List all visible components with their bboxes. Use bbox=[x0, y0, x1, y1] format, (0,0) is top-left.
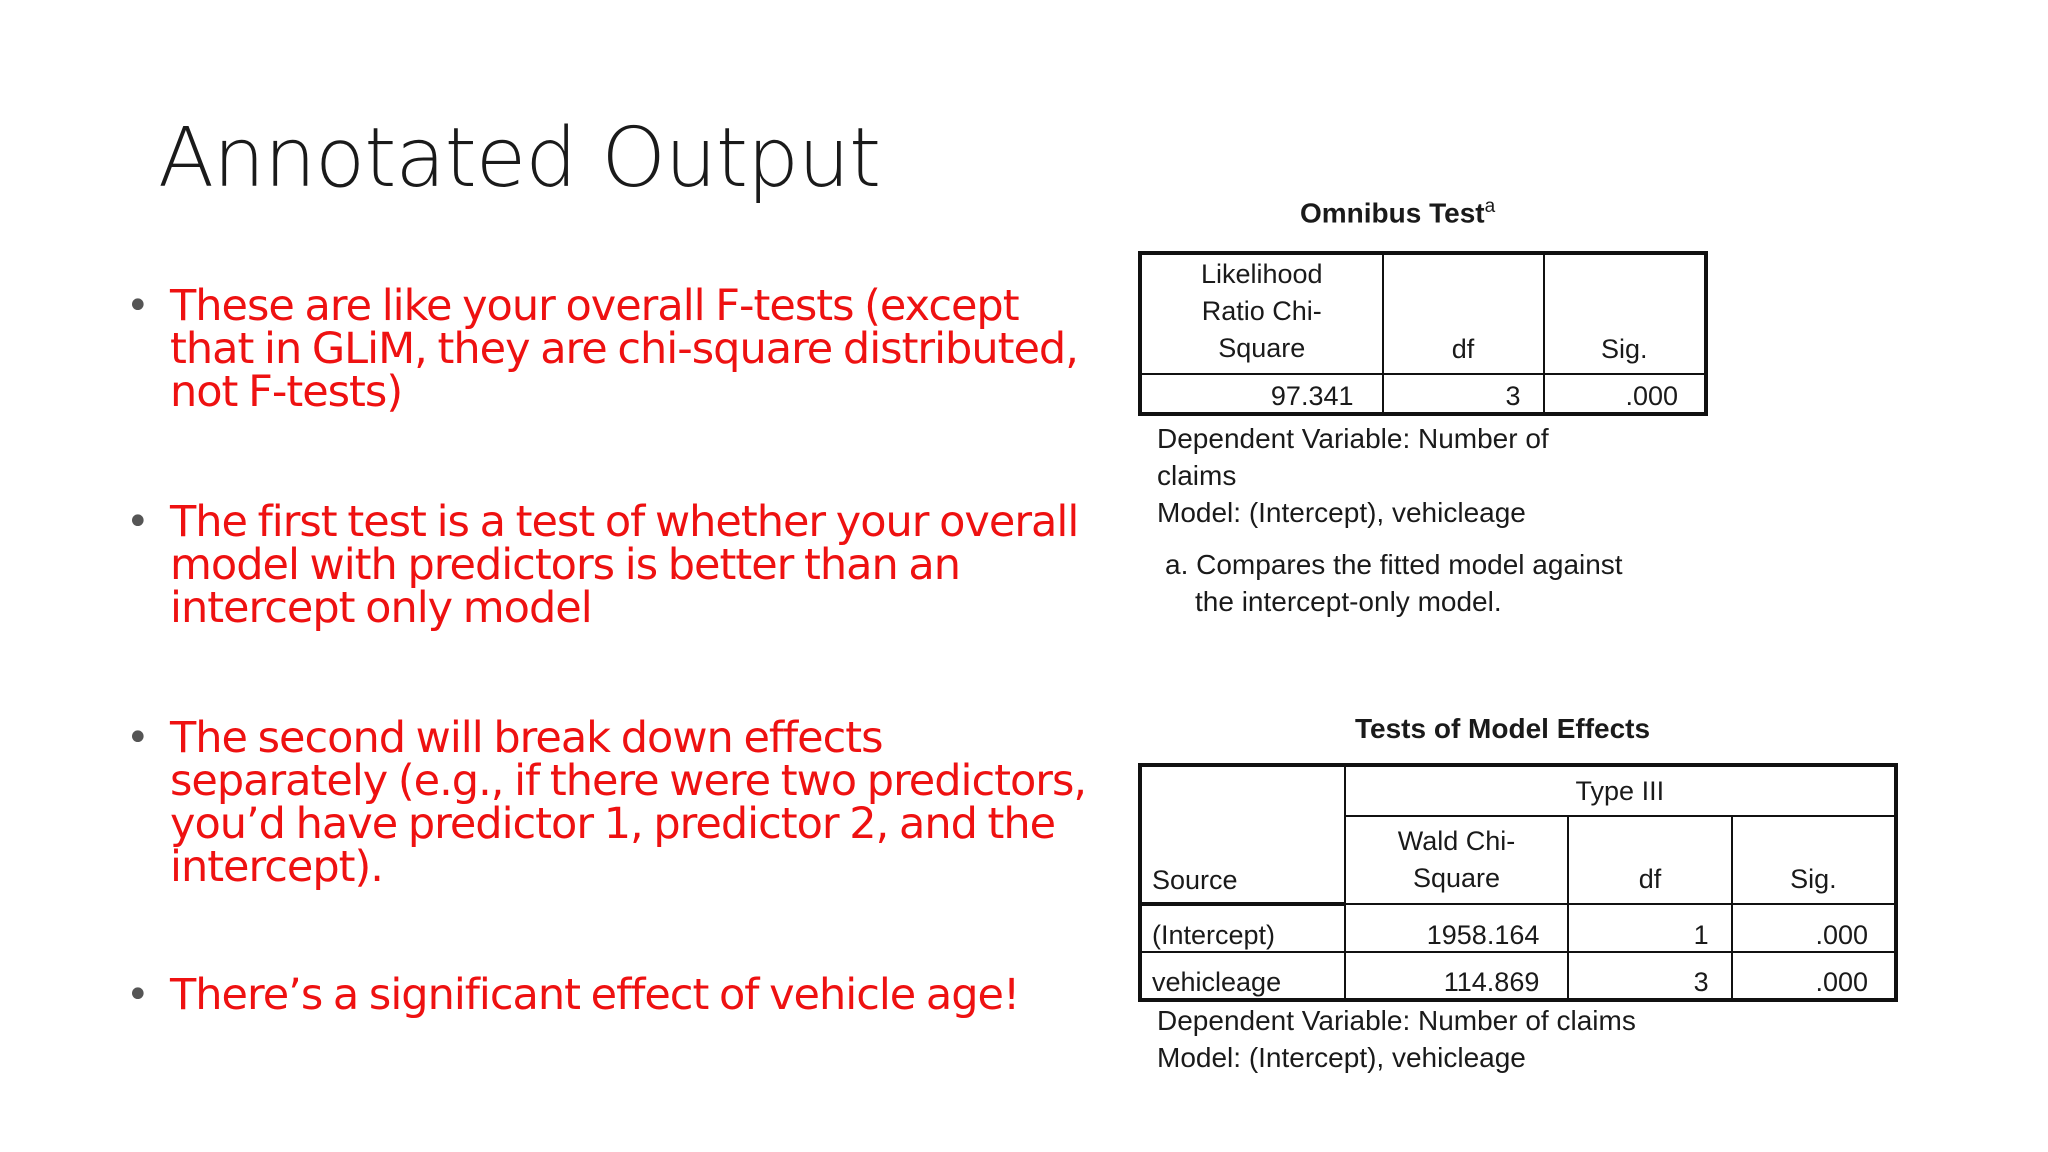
omnibus-title bbox=[1300, 196, 1495, 229]
effects-cell-source: (Intercept) bbox=[1140, 904, 1345, 952]
bullet-icon: • bbox=[126, 283, 149, 329]
slide-title: Annotated Output bbox=[158, 111, 881, 206]
bullet-text: The second will break down effects separately (e.g., if there were two predictors, you’d have predictor 1, predictor 2, and the intercept). bbox=[170, 713, 1087, 892]
bullet-icon: • bbox=[126, 499, 149, 545]
omnibus-table bbox=[1138, 251, 1708, 416]
effects-title: Tests of Model Effects bbox=[1355, 713, 1651, 744]
effects-header-source: Source bbox=[1140, 765, 1345, 904]
bullet-icon: • bbox=[126, 972, 149, 1018]
effects-group-header-row bbox=[1140, 765, 1896, 816]
omnibus-cell-chisq: 97.341 bbox=[1140, 374, 1383, 414]
bullet-icon: • bbox=[126, 715, 149, 761]
effects-cell-source: vehicleage bbox=[1140, 952, 1345, 1000]
omnibus-cell-sig: .000 bbox=[1544, 374, 1706, 414]
effects-header-sig: Sig. bbox=[1732, 816, 1896, 904]
table-row bbox=[1140, 904, 1896, 952]
effects-header-type3: Type III bbox=[1345, 765, 1896, 816]
bullet-item bbox=[126, 713, 1106, 892]
table-row bbox=[1140, 952, 1896, 1000]
effects-header-wald: Wald Chi-Square bbox=[1345, 816, 1569, 904]
effects-notes: Dependent Variable: Number of claims Model: (Intercept), vehicleage bbox=[1157, 1005, 1636, 1073]
effects-cell-df: 3 bbox=[1568, 952, 1731, 1000]
omnibus-header-lr: Likelihood Ratio Chi-Square bbox=[1140, 253, 1383, 374]
effects-cell-sig: .000 bbox=[1732, 952, 1896, 1000]
omnibus-data-row bbox=[1140, 374, 1706, 414]
effects-table bbox=[1138, 763, 1898, 1002]
bullet-item bbox=[126, 497, 1106, 633]
omnibus-title-text: Omnibus Test bbox=[1300, 197, 1485, 229]
effects-cell-df: 1 bbox=[1568, 904, 1731, 952]
effects-cell-wald: 1958.164 bbox=[1345, 904, 1569, 952]
effects-header-df: df bbox=[1568, 816, 1731, 904]
effects-cell-sig: .000 bbox=[1732, 904, 1896, 952]
effects-cell-wald: 114.869 bbox=[1345, 952, 1569, 1000]
omnibus-footnote: a. Compares the fitted model against the intercept-only model. bbox=[1165, 549, 1623, 617]
omnibus-title-superscript: a bbox=[1484, 196, 1496, 217]
bullet-text: There’s a significant effect of vehicle age! bbox=[170, 970, 1020, 1020]
bullet-item bbox=[126, 970, 1106, 1020]
omnibus-header-row bbox=[1140, 253, 1706, 374]
bullet-text: These are like your overall F-tests (except that in GLiM, they are chi-square distributed, not F-tests) bbox=[170, 281, 1078, 417]
omnibus-header-df: df bbox=[1383, 253, 1544, 374]
bullet-item bbox=[126, 281, 1106, 417]
omnibus-cell-df: 3 bbox=[1383, 374, 1544, 414]
bullet-list bbox=[126, 281, 1106, 1104]
omnibus-header-sig: Sig. bbox=[1544, 253, 1706, 374]
omnibus-note-dependent: Dependent Variable: Number of claims Model: (Intercept), vehicleage bbox=[1157, 423, 1549, 528]
bullet-text: The first test is a test of whether your overall model with predictors is better than an intercept only model bbox=[170, 497, 1079, 633]
